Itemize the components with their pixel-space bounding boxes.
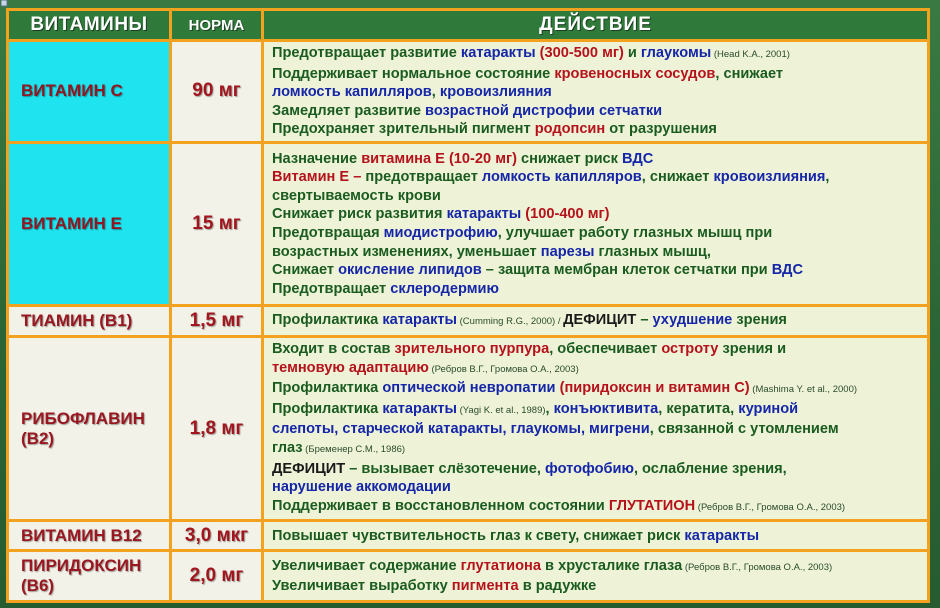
action-text: кровоизлияния [713, 169, 826, 186]
action-line [272, 420, 919, 439]
action-text: Поддерживает нормальное состояние [272, 65, 555, 82]
action-text: катаракты [446, 206, 526, 223]
action-text: витамина Е (10-20 мг) [361, 150, 517, 167]
action-line [272, 187, 919, 206]
action-text: катаракты [382, 400, 457, 417]
table-row [9, 144, 927, 304]
action-text: в хрусталике глаза [541, 557, 683, 574]
action-line [272, 527, 919, 546]
header-vitamins: ВИТАМИНЫ [9, 11, 169, 39]
action-line [272, 400, 919, 421]
action-text: Назначение [272, 150, 362, 167]
action-text: (300-500 мг) [539, 45, 624, 61]
vitamin-name-text: РИБОФЛАВИН [21, 408, 145, 428]
action-text: Замедляет развитие [272, 102, 426, 119]
citation: (Head K.A., 2001) [711, 49, 790, 60]
citation: (Ребров В.Г., Громова О.А., 2003) [695, 501, 846, 513]
action-text: Увеличивает выработку [272, 578, 452, 595]
action-text: Предотвращая [272, 224, 384, 241]
action-text: темновую адаптацию [272, 359, 429, 376]
action-text: ВДС [622, 150, 654, 167]
action-text: глаз [272, 439, 303, 456]
vitamin-action [264, 144, 927, 304]
action-text: , [431, 84, 440, 101]
action-line [272, 359, 919, 380]
vitamin-name [9, 144, 169, 304]
citation: (Cumming R.G., 2000) / [457, 315, 564, 327]
vitamin-norm: 1,5 мг [172, 307, 261, 335]
vitamins-table [6, 8, 930, 603]
vitamin-action [264, 307, 927, 335]
action-text: , связанной с утомлением [649, 421, 839, 438]
citation: (Yagi K. et al., 1989) [457, 404, 546, 416]
action-text: катаракты [460, 45, 540, 61]
vitamin-name-text: ТИАМИН (В1) [21, 310, 133, 330]
action-text: пигмента [451, 578, 519, 595]
action-text: ломкость капилляров [481, 169, 642, 186]
action-text: родопсин [534, 121, 606, 138]
action-line [272, 168, 919, 187]
vitamin-norm: 90 мг [172, 42, 261, 141]
action-line [272, 497, 919, 518]
action-line [272, 224, 919, 243]
action-text: Повышает чувствительность глаз к свету, снижает риск [272, 527, 685, 544]
header-action: ДЕЙСТВИЕ [264, 11, 927, 39]
action-line [272, 478, 919, 497]
action-text: Входит в состав [272, 340, 395, 357]
vitamin-norm: 3,0 мкг [172, 522, 261, 549]
action-line [272, 205, 919, 224]
citation: (Ребров В.Г., Громова О.А., 2003) [428, 363, 579, 375]
action-text: возрастных изменениях, уменьшает [272, 243, 541, 260]
action-text: ухудшение [652, 311, 733, 328]
action-text: глутатиона [460, 557, 541, 574]
action-text: миодистрофию [383, 224, 498, 241]
action-line [272, 439, 919, 460]
vitamin-name [9, 338, 169, 519]
action-line [272, 280, 919, 299]
action-text: снижает риск [516, 150, 623, 167]
table-row [9, 307, 927, 335]
action-text: окисление липидов [338, 262, 482, 279]
table-row [9, 338, 927, 519]
action-text: ломкость капилляров [272, 84, 432, 101]
action-line [272, 311, 919, 332]
action-text: Снижает [272, 262, 339, 279]
action-text: кровеносных сосудов [554, 65, 716, 82]
action-text: ДЕФИЦИТ [563, 311, 637, 328]
table-row [9, 552, 927, 600]
action-text: Профилактика [272, 380, 383, 397]
action-text: конъюктивита [553, 400, 659, 417]
action-text: предотвращает [365, 169, 482, 186]
vitamin-name [9, 42, 169, 141]
action-text: ГЛУТАТИОН [608, 497, 696, 514]
vitamin-name [9, 552, 169, 600]
table-row [9, 522, 927, 549]
file-corner-icon [1, 0, 8, 7]
action-text: Предохраняет зрительный пигмент [272, 121, 535, 138]
action-text: зрения и [718, 340, 787, 357]
action-text: , [545, 400, 554, 417]
action-text: , обеспечивает [549, 340, 662, 357]
vitamin-name-text: ВИТАМИН Е [21, 213, 122, 233]
action-line [272, 65, 919, 84]
vitamin-norm: 2,0 мг [172, 552, 261, 600]
action-text: глаукомы [640, 45, 712, 61]
action-text: ДЕФИЦИТ [272, 460, 346, 477]
action-line [272, 557, 919, 578]
vitamin-name-text: ПИРИДОКСИН [21, 556, 142, 576]
action-line [272, 243, 919, 262]
citation: (Ребров В.Г., Громова О.А., 2003) [682, 561, 833, 573]
action-text: Витамин Е – [272, 169, 366, 186]
action-text: – [636, 311, 653, 328]
vitamin-action [264, 338, 927, 519]
action-text: возрастной дистрофии сетчатки [425, 102, 663, 119]
action-text: , снижает [641, 169, 714, 186]
vitamin-name-text-2: (В6) [21, 576, 55, 596]
action-text: (100-400 мг) [525, 206, 610, 223]
citation: (Бременер С.М., 1986) [302, 443, 406, 455]
header-row [9, 11, 927, 39]
action-text: Увеличивает содержание [272, 557, 461, 574]
action-line [272, 120, 919, 139]
action-text: слепоты, старческой катаракты, глаукомы, мигрени [272, 421, 650, 438]
action-text: от разрушения [605, 121, 717, 138]
vitamin-action [264, 522, 927, 549]
action-text: Поддерживает в восстановленном состоянии [272, 497, 609, 514]
action-text: катаракты [382, 311, 457, 328]
action-text: Снижает риск развития [272, 206, 447, 223]
action-text: Предотвращает [272, 280, 391, 297]
action-text: остроту [661, 340, 719, 357]
action-text: парезы [540, 243, 595, 260]
vitamin-name [9, 307, 169, 335]
action-text: в радужке [518, 578, 597, 595]
action-text: Профилактика [272, 311, 383, 328]
action-text: оптической невропатии [382, 380, 556, 397]
vitamin-norm: 1,8 мг [172, 338, 261, 519]
action-line [272, 83, 919, 102]
action-text: фотофобию [545, 460, 634, 477]
action-text: зрительного пурпура [394, 340, 550, 357]
action-line [272, 102, 919, 121]
action-text: кровоизлияния [439, 84, 552, 101]
action-text: склеродермию [390, 280, 499, 297]
action-line [272, 44, 919, 65]
action-line [272, 379, 919, 400]
action-line [272, 150, 919, 169]
action-text: , [825, 169, 830, 186]
action-text: ВДС [771, 262, 803, 279]
header-norm: НОРМА [172, 11, 261, 39]
vitamin-name-text: ВИТАМИН С [21, 81, 123, 101]
action-line [272, 460, 919, 479]
action-text: Предотвращает развитие [272, 45, 461, 61]
action-line [272, 261, 919, 280]
table-row [9, 42, 927, 141]
vitamin-action [264, 42, 927, 141]
vitamin-name [9, 522, 169, 549]
action-text: свертываемость крови [272, 187, 441, 204]
action-text: – защита мембран клеток сетчатки при [481, 262, 772, 279]
action-text: , кератита, [658, 400, 739, 417]
citation: (Mashima Y. et al., 2000) [749, 384, 858, 396]
action-text: зрения [732, 311, 787, 328]
action-text: глазных мышц, [594, 243, 711, 260]
action-text: (пиридоксин и витамин С) [555, 380, 750, 397]
action-text: , ослабление зрения, [633, 460, 787, 477]
action-line [272, 577, 919, 596]
action-text: и [623, 45, 641, 61]
action-text: куриной [738, 400, 799, 417]
vitamin-action [264, 552, 927, 600]
action-text: , снижает [715, 65, 784, 82]
action-text: нарушение аккомодации [272, 479, 451, 496]
vitamin-name-text: ВИТАМИН В12 [21, 525, 142, 545]
action-text: , улучшает работу глазных мышц при [497, 224, 773, 241]
vitamin-name-text-2: (В2) [21, 428, 55, 448]
action-text: катаракты [684, 527, 760, 544]
action-line [272, 340, 919, 359]
vitamin-norm: 15 мг [172, 144, 261, 304]
action-text: Профилактика [272, 400, 383, 417]
action-text: – вызывает слёзотечение, [345, 460, 545, 477]
